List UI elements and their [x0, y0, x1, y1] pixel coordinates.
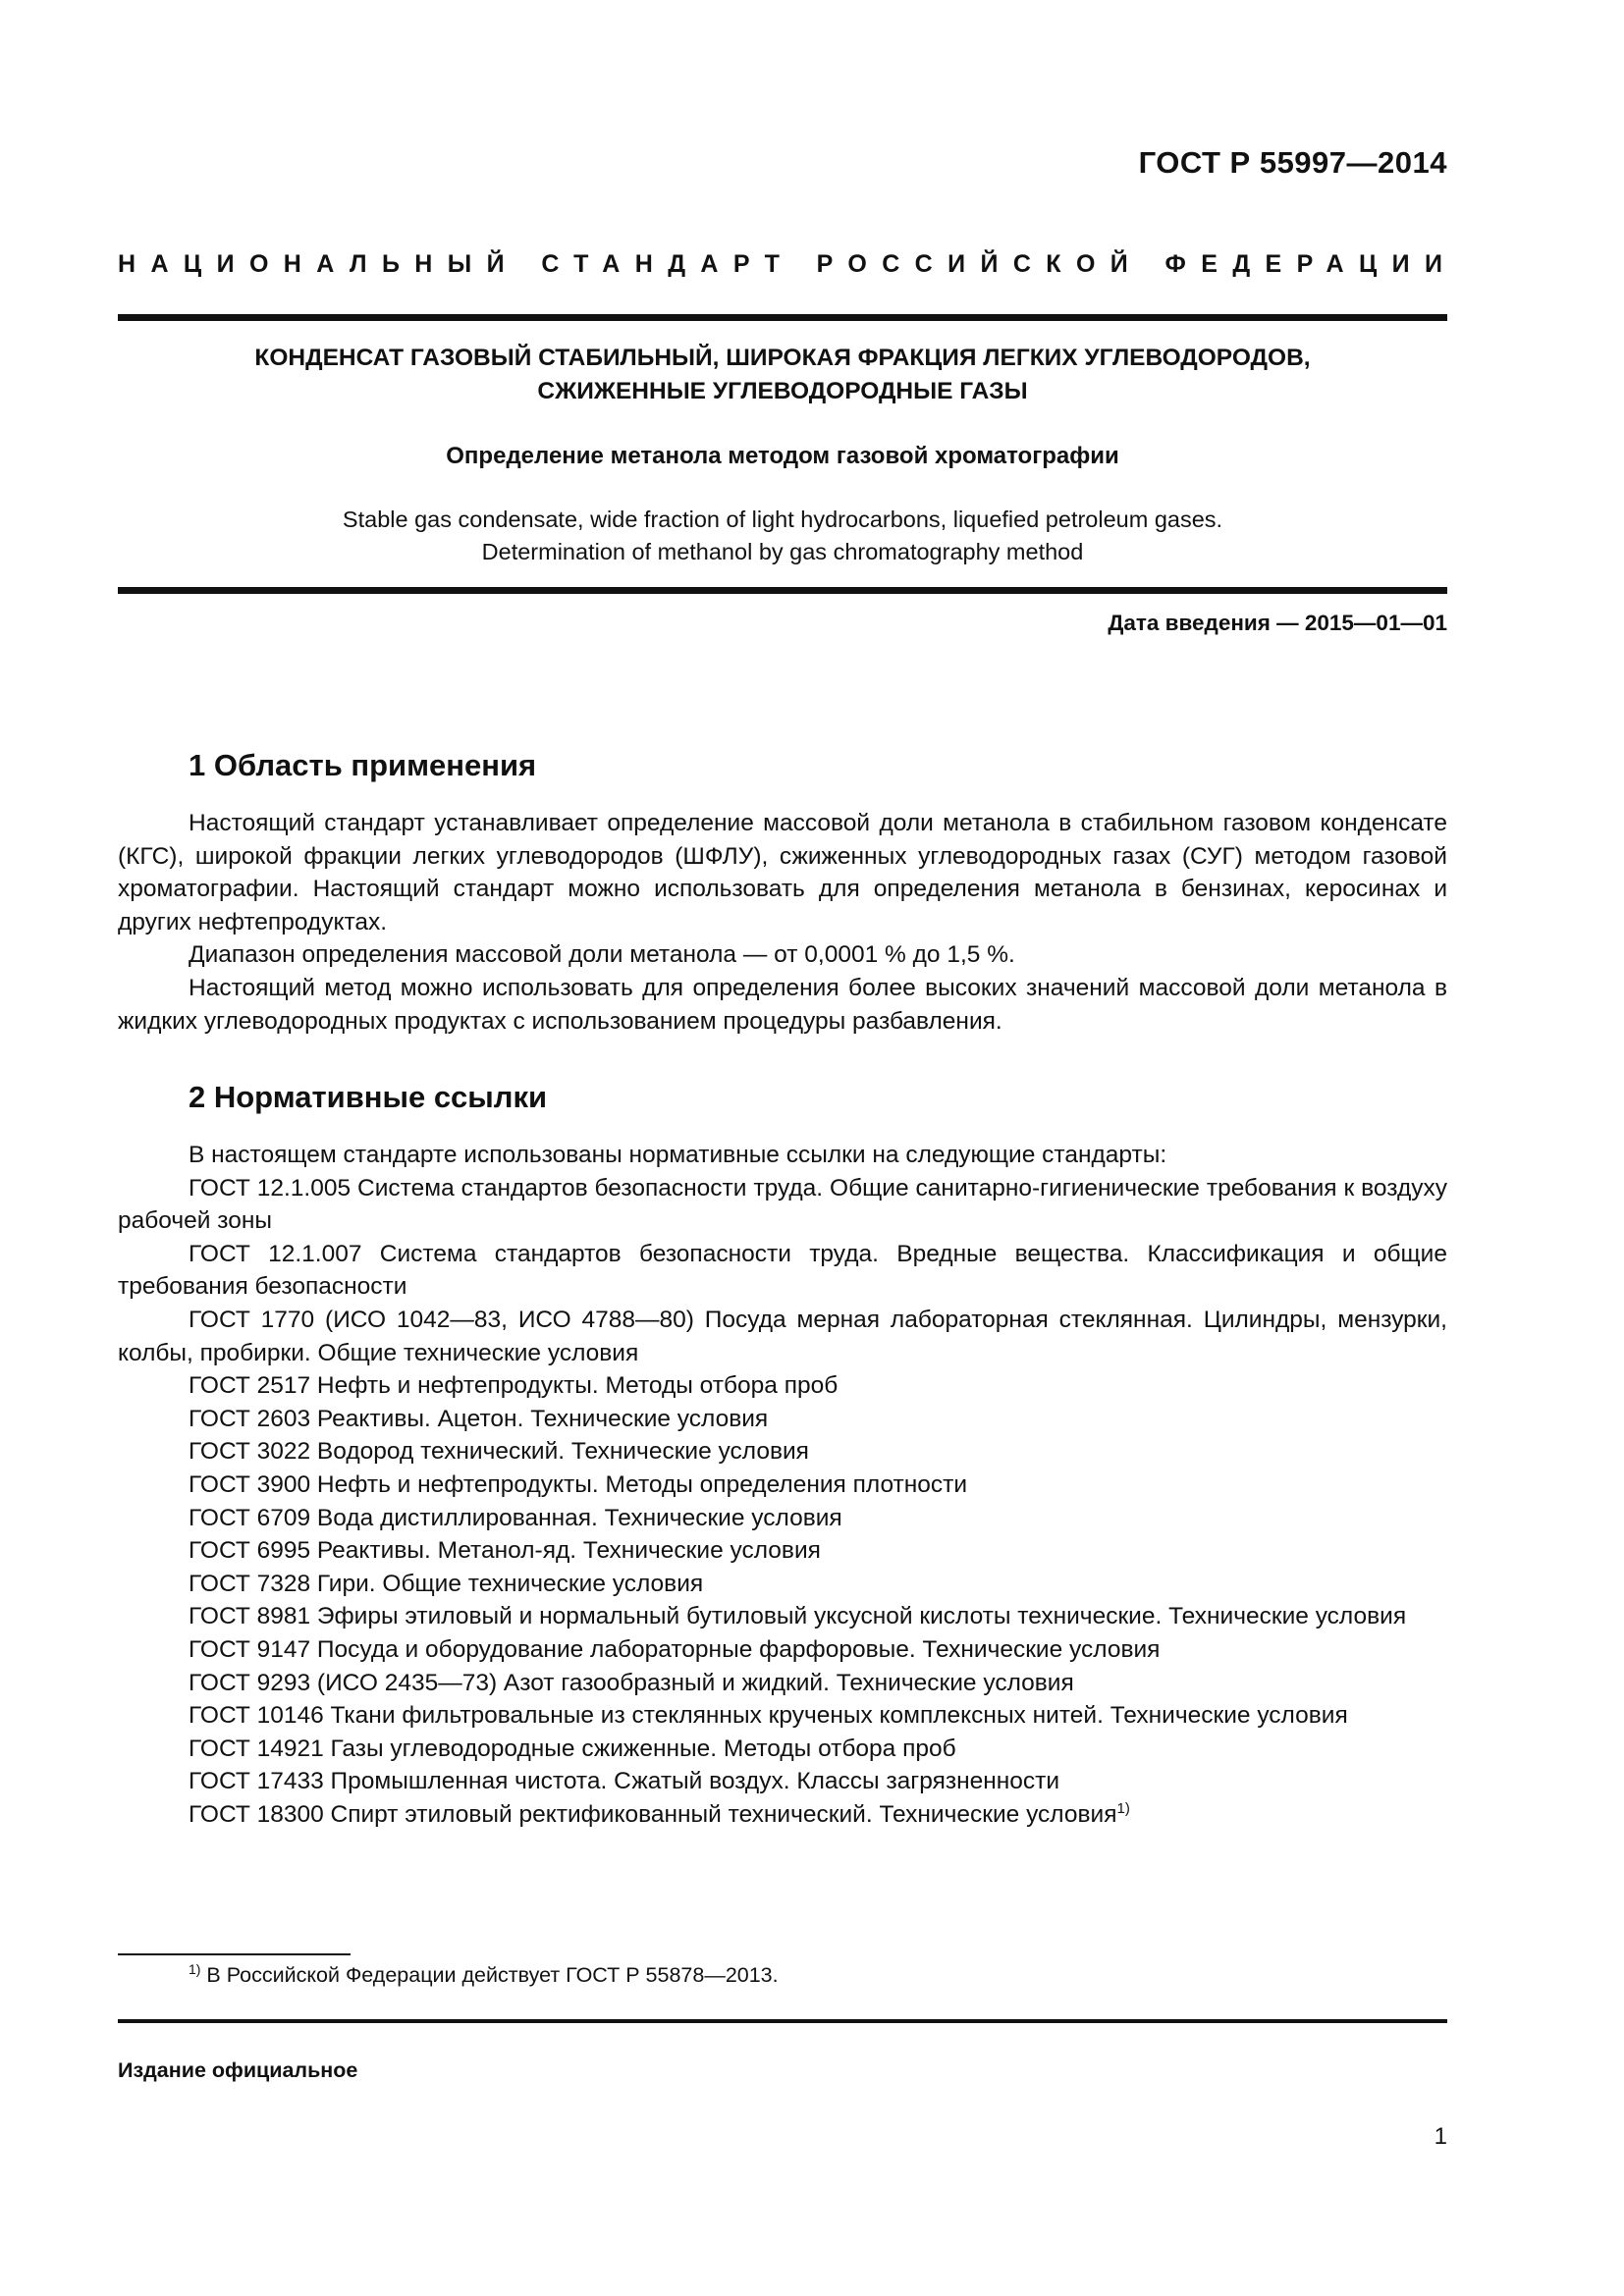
title-line-2: СЖИЖЕННЫЕ УГЛЕВОДОРОДНЫЕ ГАЗЫ [537, 378, 1028, 404]
reference-item: ГОСТ 10146 Ткани фильтровальные из стеклянных крученых комплексных нитей. Технические условия [189, 1702, 1348, 1730]
section-1-heading: 1 Область применения [189, 748, 537, 782]
reference-item: ГОСТ 9293 (ИСО 2435—73) Азот газообразный и жидкий. Технические условия [189, 1669, 1074, 1696]
title-block [118, 342, 1447, 564]
reference-item: ГОСТ 12.1.007 Система стандартов безопасности труда. Вредные вещества. Классификация и общие требования безопасности [118, 1240, 1447, 1301]
reference-item: ГОСТ 3900 Нефть и нефтепродукты. Методы определения плотности [189, 1470, 968, 1498]
document-number: ГОСТ Р 55997—2014 [1138, 145, 1447, 180]
reference-item: ГОСТ 6709 Вода дистиллированная. Технические условия [189, 1504, 842, 1531]
reference-item-with-footnote [118, 1798, 1447, 1832]
footnote-divider [118, 1953, 351, 1955]
section-1-paragraph: Настоящий стандарт устанавливает определение массовой доли метанола в стабильном газовом конденсате (КГС), широкой фракции легких углеводородов (ШФЛУ), сжиженных углеводородных газах (СУГ) методом газовой хроматографии. Настоящий стандарт можно использовать для определения метанола в бензинах, керосинах и других нефтепродуктах. [118, 810, 1447, 935]
section-2-body [118, 1139, 1447, 1831]
title-line-1: КОНДЕНСАТ ГАЗОВЫЙ СТАБИЛЬНЫЙ, ШИРОКАЯ ФРАКЦИЯ ЛЕГКИХ УГЛЕВОДОРОДОВ, [254, 345, 1311, 371]
edition-label: Издание официальное [118, 2058, 358, 2082]
reference-item: ГОСТ 17433 Промышленная чистота. Сжатый воздух. Классы загрязненности [189, 1768, 1060, 1795]
title-subtitle: Определение метанола методом газовой хроматографии [446, 443, 1119, 469]
footnote-reference-mark[interactable]: 1) [1116, 1799, 1130, 1817]
section-1-paragraph: Настоящий метод можно использовать для определения более высоких значений массовой доли метанола в жидких углеводородных продуктах с использованием процедуры разбавления. [118, 974, 1447, 1035]
footnote [189, 1960, 779, 1988]
section-2-paragraph: В настоящем стандарте использованы нормативные ссылки на следующие стандарты: [189, 1142, 1167, 1168]
section-1-body [118, 807, 1447, 1038]
reference-item: ГОСТ 8981 Эфиры этиловый и нормальный бутиловый уксусной кислоты технические. Технические условия [189, 1603, 1407, 1630]
top-divider [118, 314, 1447, 321]
reference-item: ГОСТ 14921 Газы углеводородные сжиженные. Методы отбора проб [189, 1735, 956, 1762]
title-divider [118, 587, 1447, 594]
reference-item: ГОСТ 6995 Реактивы. Метанол-яд. Технические условия [189, 1537, 821, 1565]
national-standard-heading: НАЦИОНАЛЬНЫЙ СТАНДАРТ РОССИЙСКОЙ ФЕДЕРАЦИИ [118, 250, 1458, 278]
footnote-text: В Российской Федерации действует ГОСТ Р 55878—2013. [200, 1963, 779, 1987]
reference-item: ГОСТ 2603 Реактивы. Ацетон. Технические условия [189, 1405, 769, 1432]
bottom-divider [118, 2019, 1447, 2023]
section-2-heading: 2 Нормативные ссылки [189, 1080, 548, 1114]
reference-item: ГОСТ 12.1.005 Система стандартов безопасности труда. Общие санитарно-гигиенические требования к воздуху рабочей зоны [118, 1174, 1447, 1235]
reference-item-text: ГОСТ 18300 Спирт этиловый ректификованный технический. Технические условия [189, 1800, 1117, 1828]
document-page [118, 0, 1458, 2296]
reference-item: ГОСТ 2517 Нефть и нефтепродукты. Методы отбора проб [189, 1372, 839, 1400]
reference-item: ГОСТ 9147 Посуда и оборудование лабораторные фарфоровые. Технические условия [189, 1635, 1161, 1663]
introduction-date: Дата введения — 2015—01—01 [1108, 611, 1447, 635]
reference-item: ГОСТ 1770 (ИСО 1042—83, ИСО 4788—80) Посуда мерная лабораторная стеклянная. Цилиндры, мензурки, колбы, пробирки. Общие технические условия [118, 1306, 1447, 1366]
english-title [118, 504, 1447, 568]
english-title-line-2: Determination of methanol by gas chromatography method [481, 539, 1084, 564]
section-1-paragraph: Диапазон определения массовой доли метанола — от 0,0001 % до 1,5 %. [189, 941, 1015, 969]
footnote-mark: 1) [189, 1960, 201, 1977]
english-title-line-1: Stable gas condensate, wide fraction of light hydrocarbons, liquefied petroleum gases. [342, 507, 1223, 532]
reference-item: ГОСТ 7328 Гири. Общие технические условия [189, 1570, 704, 1597]
page-number: 1 [1434, 2123, 1447, 2150]
reference-item: ГОСТ 3022 Водород технический. Технические условия [189, 1438, 809, 1466]
